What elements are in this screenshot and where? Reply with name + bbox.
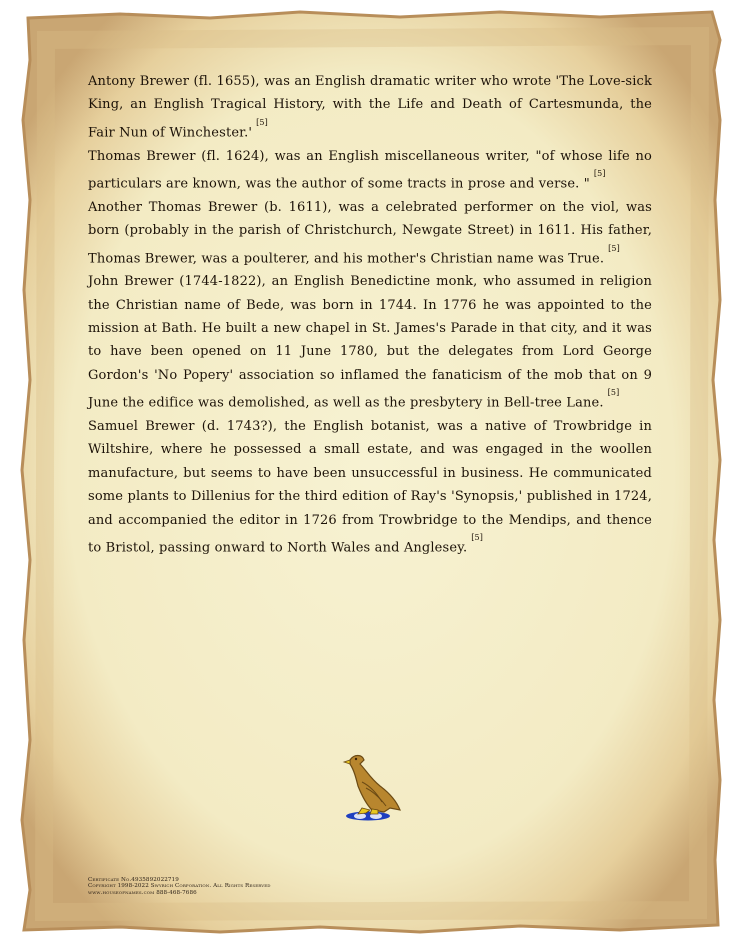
paragraph-john-brewer <box>88 270 652 415</box>
footnote-ref: [5] <box>256 117 268 127</box>
footnote-ref: [5] <box>593 168 606 178</box>
paragraph-text: John Brewer (1744-1822), an English Benedictine monk, who assumed in religion the Christian name of Bede, was born in 1744. In 1776 he was appointed to the mission at Bath. He built a new chapel in St. James's Parade in that city, and it was to have been opened on 11 June 1780, but the delegates from Lord George Gordon's 'No Popery' association so inflamed the fanaticism of the mob that on 9 June the edifice was demolished, as well as the presbytery in Bell-tree Lane. <box>88 274 652 411</box>
footnote-ref: [5] <box>607 388 620 398</box>
certificate-footer <box>88 877 271 896</box>
paragraph-samuel-brewer <box>88 415 652 560</box>
document-body <box>88 70 652 560</box>
paragraph-antony-brewer <box>88 70 652 145</box>
crest-wreath <box>346 812 390 821</box>
paragraph-text: Antony Brewer (fl. 1655), was an English dramatic writer who wrote 'The Love-sick King, an English Tragical History, with the Life and Death of Cartesmunda, the Fair Nun of Winchester.' <box>88 74 652 141</box>
eagle-body <box>350 756 400 813</box>
paragraph-text: Another Thomas Brewer (b. 1611), was a celebrated performer on the viol, was born (probably in the parish of Christchurch, Newgate Street) in 1611. His father, Thomas Brewer, was a poulterer, and his mother's Christian name was True. <box>88 199 652 266</box>
paragraph-text: Thomas Brewer (fl. 1624), was an English miscellaneous writer, "of whose life no particulars are known, was the author of some tracts in prose and verse. " <box>88 148 652 192</box>
certificate-number: Certificate No.4935892022719 <box>88 877 179 883</box>
paragraph-text: Samuel Brewer (d. 1743?), the English botanist, was a native of Trowbridge in Wiltshire, where he possessed a small estate, and was engaged in the woollen manufacture, but seems to have been unsuccessful in business. He communicated some plants to Dillenius for the third edition of Ray's 'Synopsis,' published in 1724, and accompanied the editor in 1726 from Trowbridge to the Mendips, and thence to Bristol, passing onward to North Wales and Anglesey. <box>88 419 652 556</box>
paragraph-another-thomas-brewer <box>88 196 652 271</box>
paragraph-thomas-brewer <box>88 145 652 196</box>
website-contact: www.houseofnames.com 888-468-7686 <box>88 889 197 896</box>
eagle-crest-icon <box>336 752 404 824</box>
footnote-ref: [5] <box>471 533 484 543</box>
footnote-ref: [5] <box>608 243 620 253</box>
copyright-line: Copyright 1998-2022 Swyrich Corporation. All Rights Reserved <box>88 883 271 890</box>
